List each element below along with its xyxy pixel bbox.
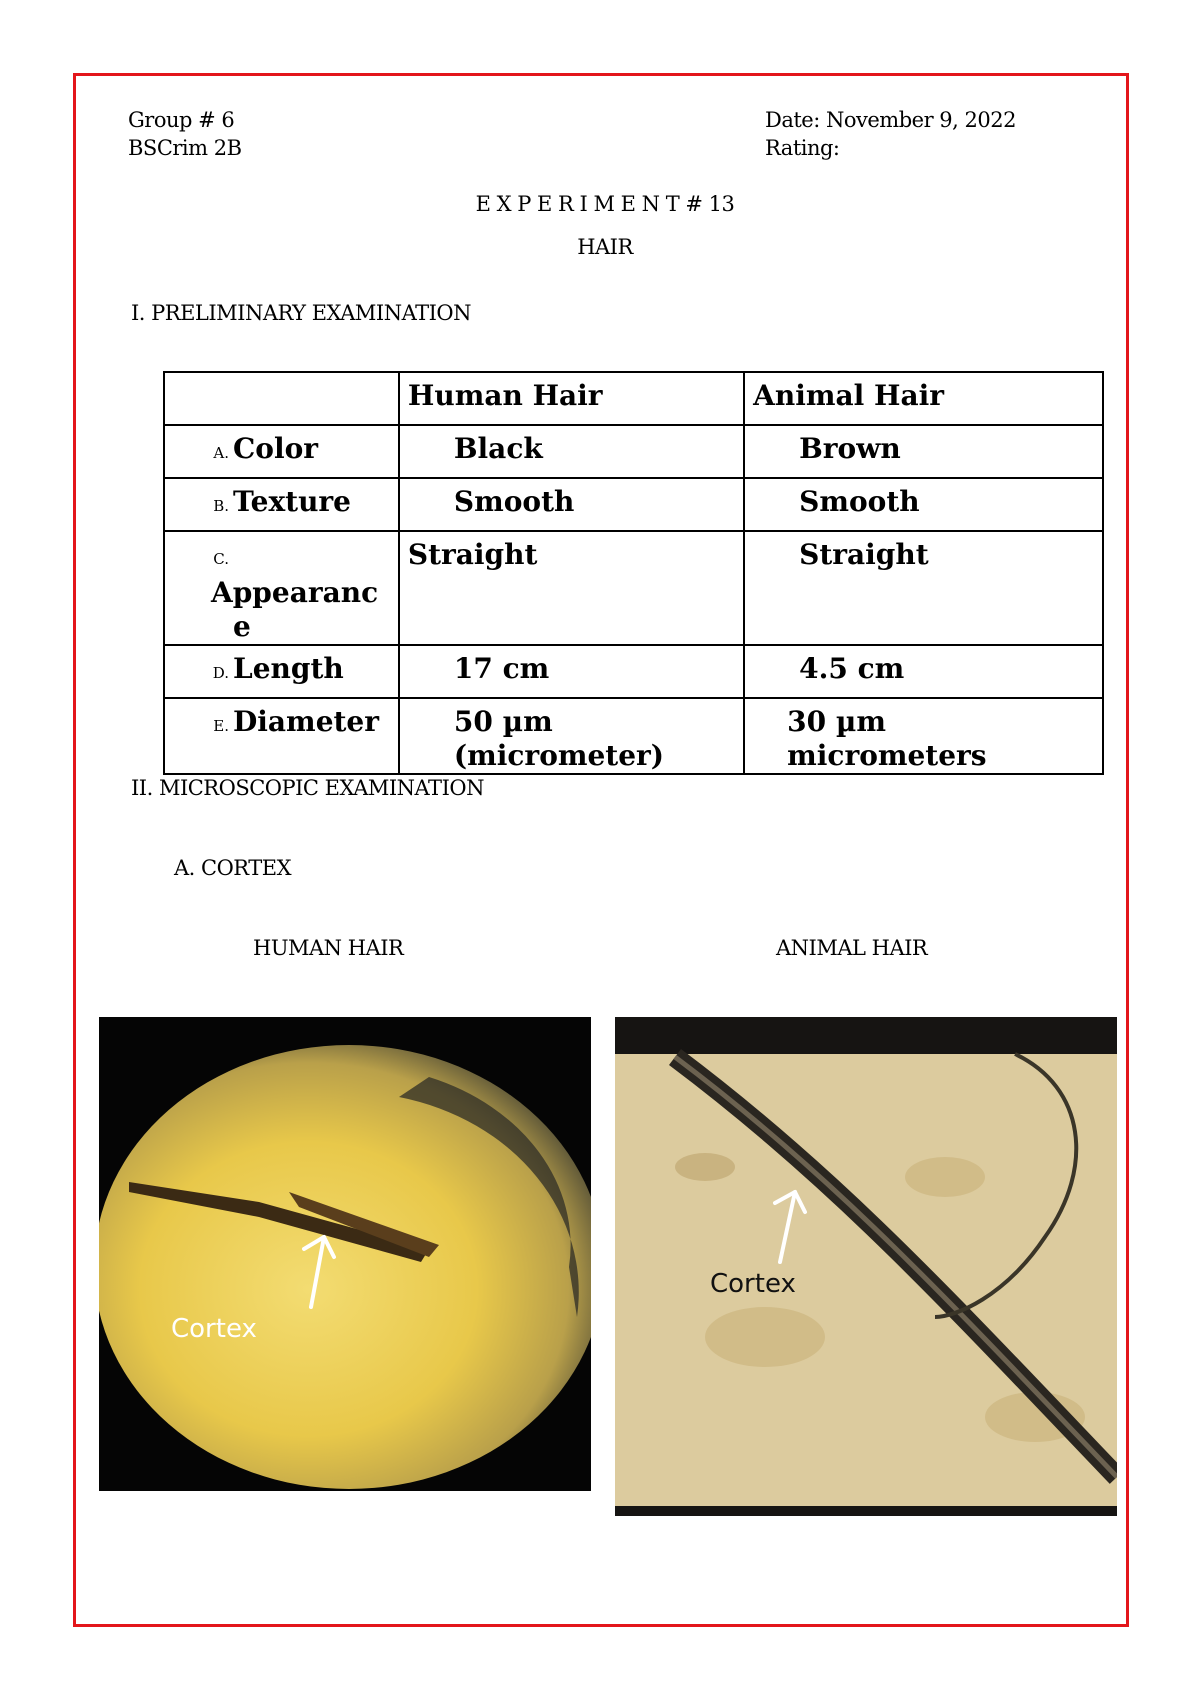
human-value: Smooth [399,478,744,531]
human-hair-caption: HUMAN HAIR [253,936,404,960]
column-header-animal: Animal Hair [744,372,1103,425]
row-label: C.Appearanc e [164,531,399,645]
animal-hair-micrograph [615,1017,1117,1516]
row-label: E. Diameter [164,698,399,774]
row-label: A. Color [164,425,399,478]
animal-value: Smooth [744,478,1103,531]
section-2-heading: II. MICROSCOPIC EXAMINATION [131,776,484,800]
column-header-human: Human Hair [399,372,744,425]
human-value: Black [399,425,744,478]
animal-value: Straight [744,531,1103,645]
table-row [164,698,1103,774]
animal-value: 4.5 cm [744,645,1103,698]
human-hair-micrograph [99,1017,591,1491]
human-value: 17 cm [399,645,744,698]
animal-value: Brown [744,425,1103,478]
table-header-row [164,372,1103,425]
preliminary-table [163,371,1104,775]
experiment-title: E X P E R I M E N T # 13 [475,192,735,216]
animal-hair-caption: ANIMAL HAIR [776,936,928,960]
table-row [164,425,1103,478]
section-1-heading: I. PRELIMINARY EXAMINATION [131,301,471,325]
section-name: BSCrim 2B [128,136,242,160]
table-corner-cell [164,372,399,425]
row-label: D. Length [164,645,399,698]
human-cortex-label: Cortex [171,1314,257,1344]
human-value: Straight [399,531,744,645]
group-number: Group # 6 [128,108,235,132]
row-label: B. Texture [164,478,399,531]
rating: Rating: [765,136,840,160]
human-value: 50 µm (micrometer) [399,698,744,774]
subject-title: HAIR [577,235,633,259]
animal-value: 30 µm micrometers [744,698,1103,774]
table-row [164,531,1103,645]
cortex-subheading: A. CORTEX [174,856,292,880]
table-row [164,478,1103,531]
date: Date: November 9, 2022 [765,108,1016,132]
table-row [164,645,1103,698]
animal-cortex-label: Cortex [710,1269,796,1299]
